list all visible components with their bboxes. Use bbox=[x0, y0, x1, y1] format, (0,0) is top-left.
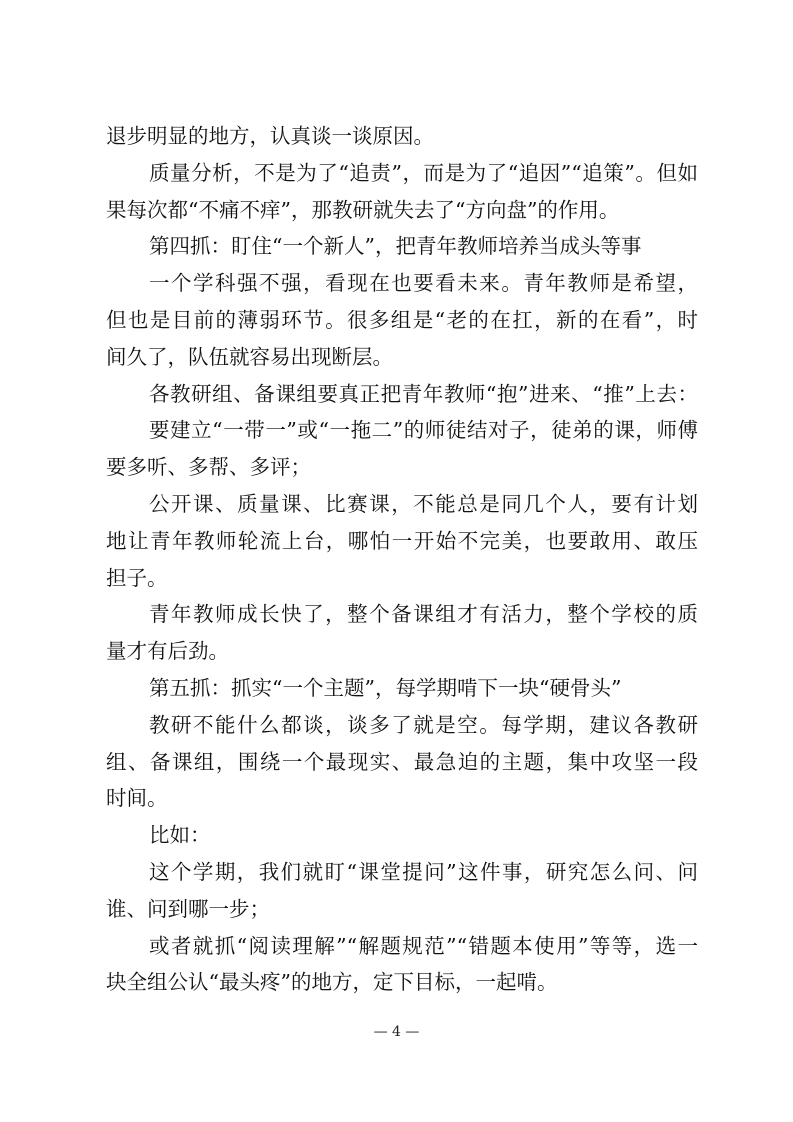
text-line-13: 担子。 bbox=[106, 565, 168, 590]
text-line-19: 时间。 bbox=[106, 786, 168, 811]
page-number: — 4 — bbox=[373, 1024, 420, 1040]
text-line-12: 地让青年教师轮流上台，哪怕一开始不完美，也要敢用、敢压 bbox=[106, 528, 698, 553]
document-body bbox=[106, 118, 698, 1001]
text-line-10: 要多听、多帮、多评； bbox=[106, 455, 311, 480]
text-line-6: 但也是目前的薄弱环节。很多组是“老的在扛，新的在看”，时 bbox=[106, 307, 698, 332]
text-line-14: 青年教师成长快了，整个备课组才有活力，整个学校的质 bbox=[149, 602, 698, 627]
text-line-9: 要建立“一带一”或“一拖二”的师徒结对子，徒弟的课，师傅 bbox=[149, 418, 698, 443]
text-line-21: 这个学期，我们就盯“课堂提问”这件事，研究怎么问、问 bbox=[149, 859, 698, 884]
section-heading-4: 第四抓：盯住“一个新人”，把青年教师培养当成头等事 bbox=[149, 234, 642, 259]
text-line-15: 量才有后劲。 bbox=[106, 639, 229, 664]
text-line-2: 质量分析，不是为了“追责”，而是为了“追因”“追策”。但如 bbox=[149, 160, 698, 185]
text-line-8: 各教研组、备课组要真正把青年教师“抱”进来、“推”上去： bbox=[149, 381, 698, 406]
text-line-17: 教研不能什么都谈，谈多了就是空。每学期，建议各教研 bbox=[149, 712, 698, 737]
text-line-18: 组、备课组，围绕一个最现实、最急迫的主题，集中攻坚一段 bbox=[106, 749, 698, 774]
text-line-5: 一个学科强不强，看现在也要看未来。青年教师是希望， bbox=[149, 271, 698, 296]
text-line-1: 退步明显的地方，认真谈一谈原因。 bbox=[106, 124, 434, 148]
text-line-23: 或者就抓“阅读理解”“解题规范”“错题本使用”等等，选一 bbox=[149, 933, 698, 958]
section-heading-5: 第五抓：抓实“一个主题”，每学期啃下一块“硬骨头” bbox=[149, 675, 622, 700]
text-line-24: 块全组公认“最头疼”的地方，定下目标，一起啃。 bbox=[106, 970, 558, 995]
text-line-22: 谁、问到哪一步； bbox=[106, 896, 270, 921]
text-line-7: 间久了，队伍就容易出现断层。 bbox=[106, 344, 393, 369]
text-line-20: 比如： bbox=[149, 823, 211, 848]
text-line-11: 公开课、质量课、比赛课，不能总是同几个人，要有计划 bbox=[149, 491, 698, 516]
text-line-3: 果每次都“不痛不痒”，那教研就失去了“方向盘”的作用。 bbox=[106, 197, 620, 222]
